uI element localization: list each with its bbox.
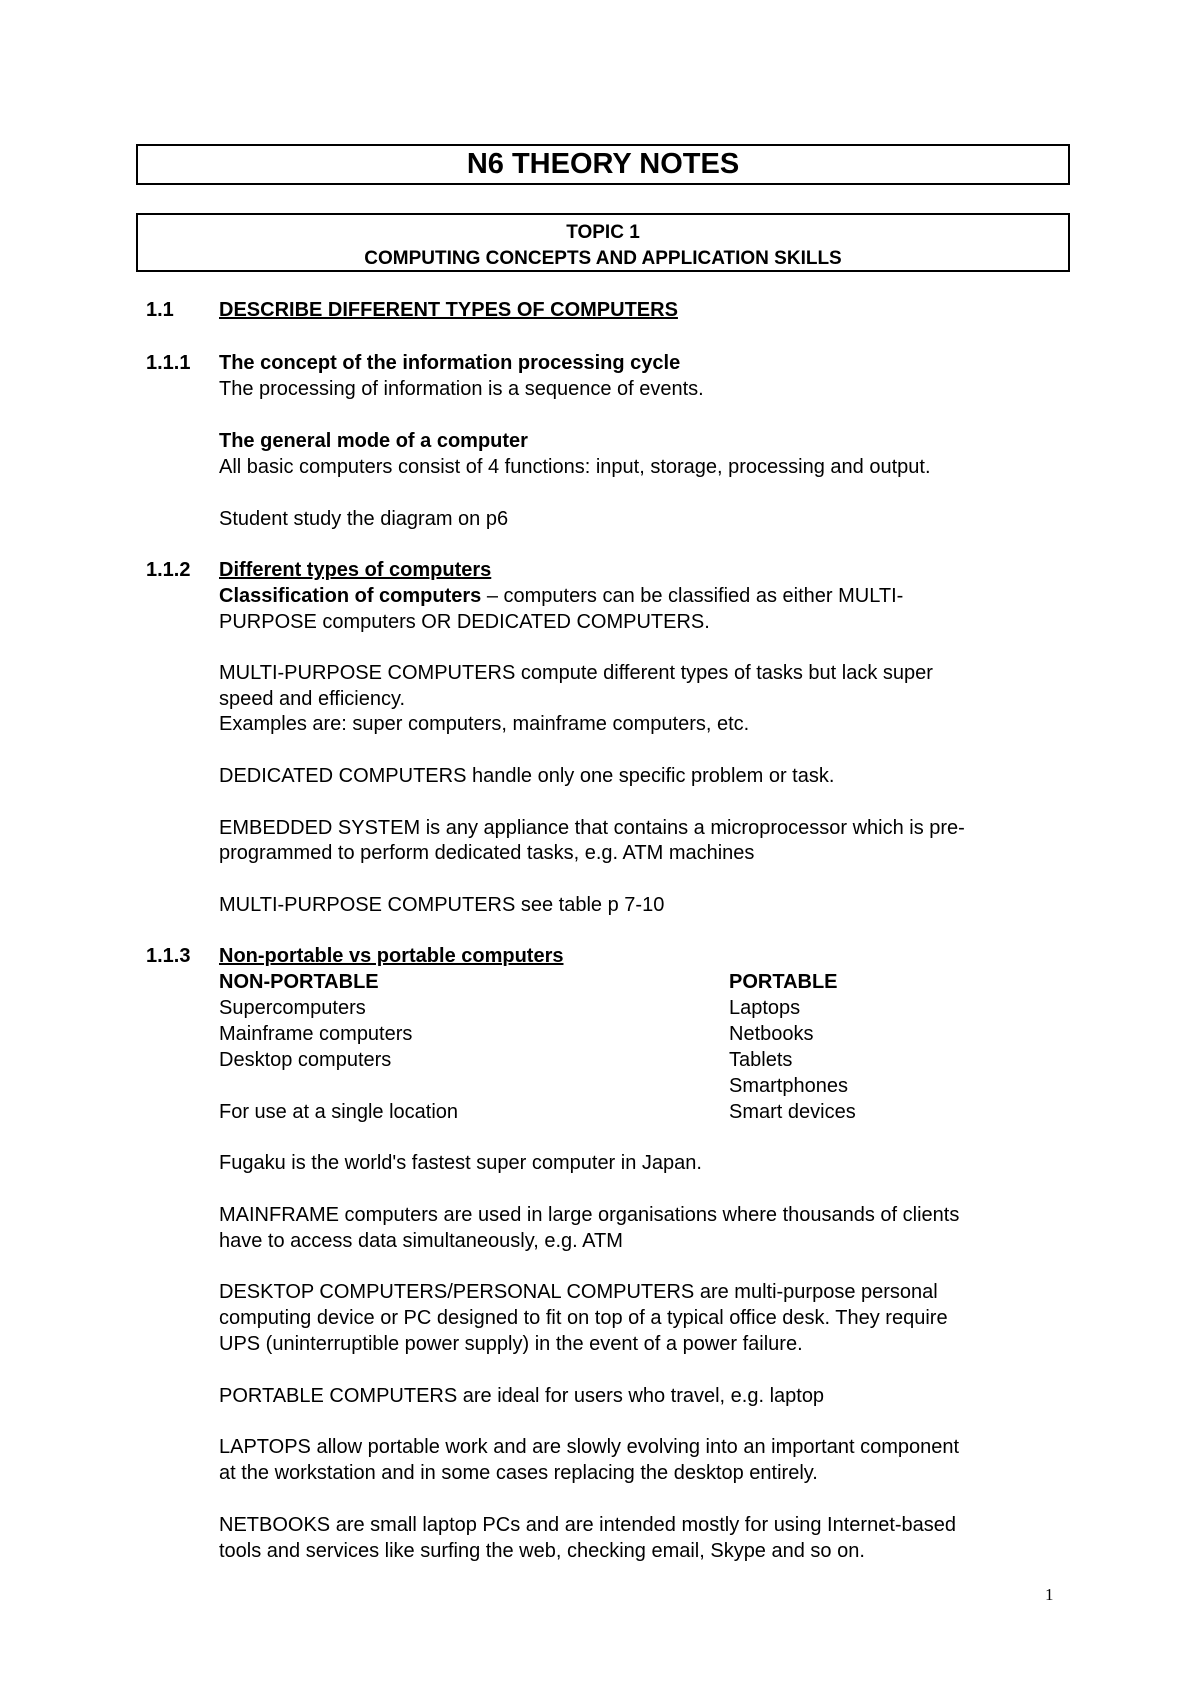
- list-item: Desktop computers: [219, 1049, 392, 1071]
- column-header-portable: PORTABLE: [729, 971, 838, 993]
- list-item: Smart devices: [729, 1101, 856, 1123]
- section-number-1-1-2: 1.1.2: [146, 559, 191, 581]
- list-item: Netbooks: [729, 1023, 814, 1045]
- paragraph-line: MAINFRAME computers are used in large organisations where thousands of clients: [219, 1204, 960, 1226]
- paragraph-line: speed and efficiency.: [219, 688, 406, 710]
- paragraph-line: at the workstation and in some cases replacing the desktop entirely.: [219, 1462, 818, 1484]
- paragraph-line: have to access data simultaneously, e.g. ATM: [219, 1230, 623, 1252]
- list-item: Supercomputers: [219, 997, 366, 1019]
- paragraph-line: NETBOOKS are small laptop PCs and are intended mostly for using Internet-based: [219, 1514, 957, 1536]
- paragraph-line: MULTI-PURPOSE COMPUTERS see table p 7-10: [219, 894, 665, 916]
- paragraph-line: PORTABLE COMPUTERS are ideal for users who travel, e.g. laptop: [219, 1385, 825, 1407]
- section-heading-1-1-1: The concept of the information processing cycle: [219, 352, 681, 374]
- column-header-non-portable: NON-PORTABLE: [219, 971, 379, 993]
- paragraph-line: DESKTOP COMPUTERS/PERSONAL COMPUTERS are multi-purpose personal: [219, 1281, 938, 1303]
- page-title: N6 THEORY NOTES: [466, 148, 740, 180]
- paragraph: [219, 583, 903, 609]
- section-number-1-1: 1.1: [146, 299, 174, 321]
- paragraph-line: PURPOSE computers OR DEDICATED COMPUTERS.: [219, 611, 710, 633]
- paragraph: Student study the diagram on p6: [219, 508, 509, 530]
- section-heading-1-1-2: Different types of computers: [219, 559, 492, 581]
- paragraph-line: DEDICATED COMPUTERS handle only one specific problem or task.: [219, 765, 835, 787]
- paragraph: The processing of information is a sequence of events.: [219, 378, 704, 400]
- topic-number: TOPIC 1: [566, 222, 640, 243]
- bold-term: Classification of computers: [219, 585, 482, 607]
- section-number-1-1-3: 1.1.3: [146, 945, 191, 967]
- text-run: – computers can be classified as either MULTI-: [481, 585, 904, 607]
- list-item: Laptops: [729, 997, 801, 1019]
- topic-name: COMPUTING CONCEPTS AND APPLICATION SKILLS: [364, 248, 842, 269]
- paragraph-line: LAPTOPS allow portable work and are slowly evolving into an important component: [219, 1436, 960, 1458]
- paragraph: All basic computers consist of 4 functions: input, storage, processing and output.: [219, 456, 931, 478]
- paragraph-line: MULTI-PURPOSE COMPUTERS compute different types of tasks but lack super: [219, 662, 933, 684]
- page-number: 1: [1045, 1585, 1054, 1604]
- list-item: Tablets: [729, 1049, 793, 1071]
- topic-box: [136, 213, 1070, 272]
- paragraph-line: UPS (uninterruptible power supply) in the event of a power failure.: [219, 1333, 803, 1355]
- section-number-1-1-1: 1.1.1: [146, 352, 191, 374]
- paragraph-line: Examples are: super computers, mainframe computers, etc.: [219, 713, 750, 735]
- list-item: Smartphones: [729, 1075, 848, 1097]
- paragraph-line: tools and services like surfing the web, checking email, Skype and so on.: [219, 1540, 865, 1562]
- section-heading-1-1-3: Non-portable vs portable computers: [219, 945, 564, 967]
- paragraph-line: Fugaku is the world's fastest super computer in Japan.: [219, 1152, 702, 1174]
- title-box: [136, 144, 1070, 185]
- paragraph-line: programmed to perform dedicated tasks, e.g. ATM machines: [219, 842, 755, 864]
- list-item: For use at a single location: [219, 1101, 459, 1123]
- paragraph-line: EMBEDDED SYSTEM is any appliance that contains a microprocessor which is pre-: [219, 817, 965, 839]
- subheading: The general mode of a computer: [219, 430, 528, 452]
- list-item: Mainframe computers: [219, 1023, 413, 1045]
- paragraph-line: computing device or PC designed to fit on top of a typical office desk. They require: [219, 1307, 948, 1329]
- section-heading-1-1: DESCRIBE DIFFERENT TYPES OF COMPUTERS: [219, 299, 678, 321]
